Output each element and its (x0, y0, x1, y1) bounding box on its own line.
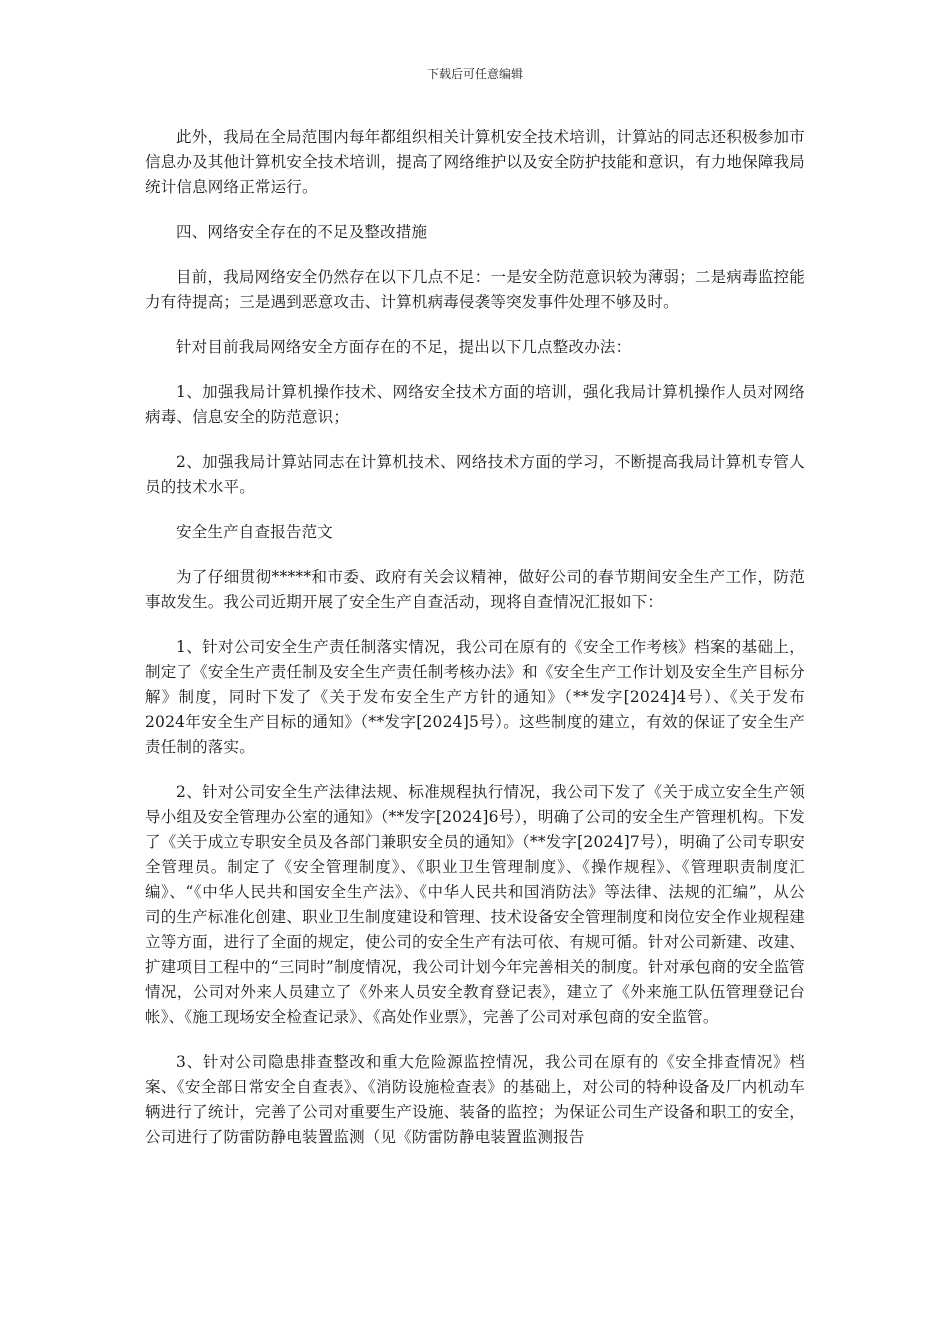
list-item-rectification-1: 1、加强我局计算机操作技术、网络安全技术方面的培训，强化我局计算机操作人员对网络病毒、信息安全的防范意识； (145, 383, 805, 426)
paragraph-report-intro: 为了仔细贯彻*****和市委、政府有关会议精神，做好公司的春节期间安全生产工作，防范事故发生。我公司近期开展了安全生产自查活动，现将自查情况汇报如下： (145, 568, 805, 611)
section-title-safety-report: 安全生产自查报告范文 (176, 523, 334, 541)
paragraph-rectification-intro: 针对目前我局网络安全方面存在的不足，提出以下几点整改办法： (176, 338, 632, 356)
list-item-hazard-inspection: 3、针对公司隐患排查整改和重大危险源监控情况，我公司在原有的《安全排查情况》档案、《安全部日常安全自查表》、《消防设施检查表》的基础上，对公司的特种设备及厂内机动车辆进行了统计，完善了公司对重要生产设施、装备的监控；为保证公司生产设备和职工的安全，公司进行了防雷防静电装置监测（见《防雷防静电装置监测报告 (145, 1053, 805, 1146)
list-item-responsibility: 1、针对公司安全生产责任制落实情况，我公司在原有的《安全工作考核》档案的基础上，制定了《安全生产责任制及安全生产责任制考核办法》和《安全生产工作计划及安全生产目标分解》制度，同时下发了《关于发布安全生产方针的通知》（**发字[2024]4号）、《关于发布2024年安全生产目标的通知》（**发字[2024]5号）。这些制度的建立，有效的保证了安全生产责任制的落实。 (145, 638, 805, 756)
paragraph-shortcomings: 目前，我局网络安全仍然存在以下几点不足：一是安全防范意识较为薄弱；二是病毒监控能力有待提高；三是遇到恶意攻击、计算机病毒侵袭等突发事件处理不够及时。 (145, 268, 805, 311)
document-body (145, 125, 805, 1170)
page-header: 下载后可任意编辑 (426, 67, 523, 81)
section-heading-shortcomings: 四、网络安全存在的不足及整改措施 (176, 223, 428, 241)
list-item-rectification-2: 2、加强我局计算站同志在计算机技术、网络技术方面的学习，不断提高我局计算机专管人员的技术水平。 (145, 453, 805, 496)
paragraph-training: 此外，我局在全局范围内每年都组织相关计算机安全技术培训，计算站的同志还积极参加市信息办及其他计算机安全技术培训，提高了网络维护以及安全防护技能和意识，有力地保障我局统计信息网络正常运行。 (145, 128, 805, 196)
list-item-regulations: 2、针对公司安全生产法律法规、标准规程执行情况，我公司下发了《关于成立安全生产领导小组及安全管理办公室的通知》（**发字[2024]6号），明确了公司的安全生产管理机构。下发了《关于成立专职安全员及各部门兼职安全员的通知》（**发字[2024]7号），明确了公司专职安全管理员。制定了《安全管理制度》、《职业卫生管理制度》、《操作规程》、《管理职责制度汇编》、“《中华人民共和国安全生产法》、《中华人民共和国消防法》等法律、法规的汇编”，从公司的生产标准化创建、职业卫生制度建设和管理、技术设备安全管理制度和岗位安全作业规程建立等方面，进行了全面的规定，使公司的安全生产有法可依、有规可循。针对公司新建、改建、扩建项目工程中的“三同时”制度情况，我公司计划今年完善相关的制度。针对承包商的安全监管情况，公司对外来人员建立了《外来人员安全教育登记表》，建立了《外来施工队伍管理登记台帐》、《施工现场安全检查记录》、《高处作业票》，完善了公司对承包商的安全监管。 (145, 783, 805, 1026)
